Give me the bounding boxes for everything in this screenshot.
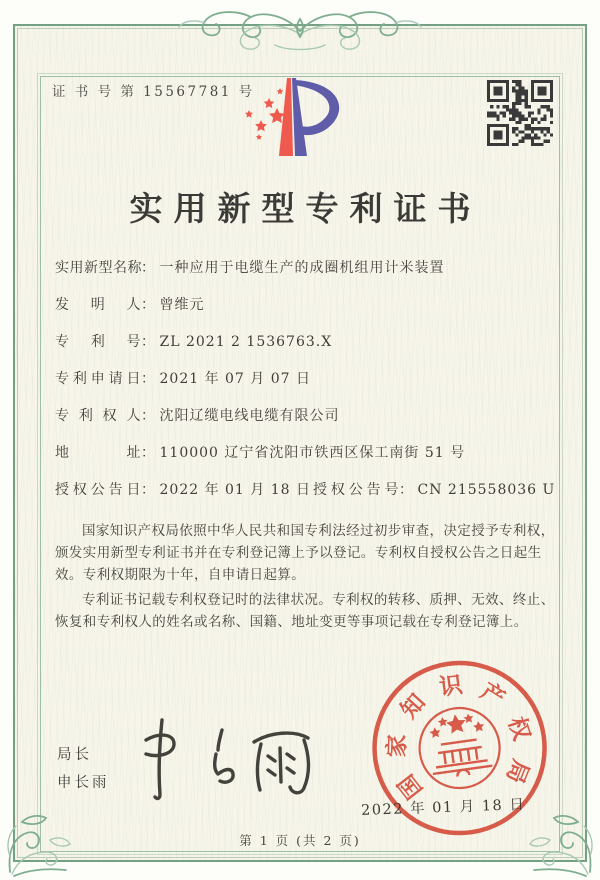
field-grant-row bbox=[55, 480, 556, 517]
field-label: 专利权人 bbox=[55, 408, 141, 424]
field-label: 授权公告号 bbox=[313, 482, 399, 498]
field-value: 110000 辽宁省沈阳市铁西区保工南街 51 号 bbox=[159, 445, 466, 461]
field-filing-date: 专利申请日： 2021 年 07 月 07 日 bbox=[55, 369, 556, 406]
legal-paragraph-1: 国家知识产权局依照中华人民共和国专利法经过初步审查，决定授予专利权，颁发实用新型专利证书并在专利登记簿上予以登记。专利权自授权公告之日起生效。专利权期限为十年，自申请日起算。 bbox=[55, 523, 555, 583]
commissioner-name: 申长雨 bbox=[57, 775, 110, 791]
commissioner-block bbox=[57, 741, 110, 797]
field-label: 实用新型名称 bbox=[55, 260, 142, 276]
field-patent-number: 专利号： ZL 2021 2 1536763.X bbox=[55, 332, 556, 369]
svg-text:知: 知 bbox=[396, 689, 431, 724]
field-label: 专利申请日 bbox=[55, 371, 141, 387]
field-value: CN 215558036 U bbox=[417, 482, 556, 498]
commissioner-role: 局长 bbox=[57, 747, 92, 763]
field-address: 地址： 110000 辽宁省沈阳市铁西区保工南街 51 号 bbox=[55, 443, 556, 480]
svg-text:权: 权 bbox=[502, 713, 535, 744]
field-value: 曾维元 bbox=[159, 297, 205, 313]
svg-text:局: 局 bbox=[500, 755, 534, 787]
field-value: 2021 年 07 月 07 日 bbox=[159, 371, 312, 387]
certificate-number: 证 书 号 第 15567781 号 bbox=[52, 84, 255, 100]
shen-changyu-signature-icon bbox=[118, 710, 323, 806]
cnipa-red-seal-icon bbox=[352, 646, 568, 857]
field-label: 授权公告日 bbox=[55, 482, 141, 498]
field-value: ZL 2021 2 1536763.X bbox=[159, 334, 333, 350]
seal-date: 2022 年 01 月 18 日 bbox=[360, 797, 526, 819]
field-value: 沈阳辽缆电线电缆有限公司 bbox=[159, 408, 340, 424]
legal-paragraph-2: 专利证书记载专利权登记时的法律状况。专利权的转移、质押、无效、终止、恢复和专利权人的姓名或名称、国籍、地址变更等事项记载在专利登记簿上。 bbox=[55, 592, 555, 630]
field-patentee: 专利权人： 沈阳辽缆电线电缆有限公司 bbox=[55, 406, 556, 443]
field-value: 一种应用于电缆生产的成圈机组用计米装置 bbox=[159, 260, 445, 276]
svg-text:国: 国 bbox=[393, 769, 429, 804]
grant-number-pair: 授权公告号： CN 215558036 U bbox=[313, 480, 555, 501]
svg-text:家: 家 bbox=[384, 733, 411, 758]
field-label: 发明人 bbox=[55, 297, 141, 313]
certificate-body bbox=[55, 258, 556, 633]
qr-code-icon bbox=[487, 80, 553, 146]
legal-paragraphs bbox=[55, 520, 556, 633]
grant-date-pair: 授权公告日： 2022 年 01 月 18 日 bbox=[55, 482, 311, 498]
cnipa-logo-icon bbox=[235, 70, 370, 178]
certificate-title: 实用新型专利证书 bbox=[129, 189, 482, 228]
field-label: 地址 bbox=[55, 445, 141, 461]
field-value: 2022 年 01 月 18 日 bbox=[159, 482, 312, 498]
svg-text:识: 识 bbox=[437, 672, 465, 702]
svg-text:产: 产 bbox=[475, 678, 510, 713]
field-inventor: 发明人： 曾维元 bbox=[55, 295, 556, 332]
field-label: 专利号 bbox=[55, 334, 141, 350]
field-utility-model-name: 实用新型名称： 一种应用于电缆生产的成圈机组用计米装置 bbox=[55, 258, 556, 295]
page-footer: 第 1 页 (共 2 页) bbox=[239, 833, 361, 848]
